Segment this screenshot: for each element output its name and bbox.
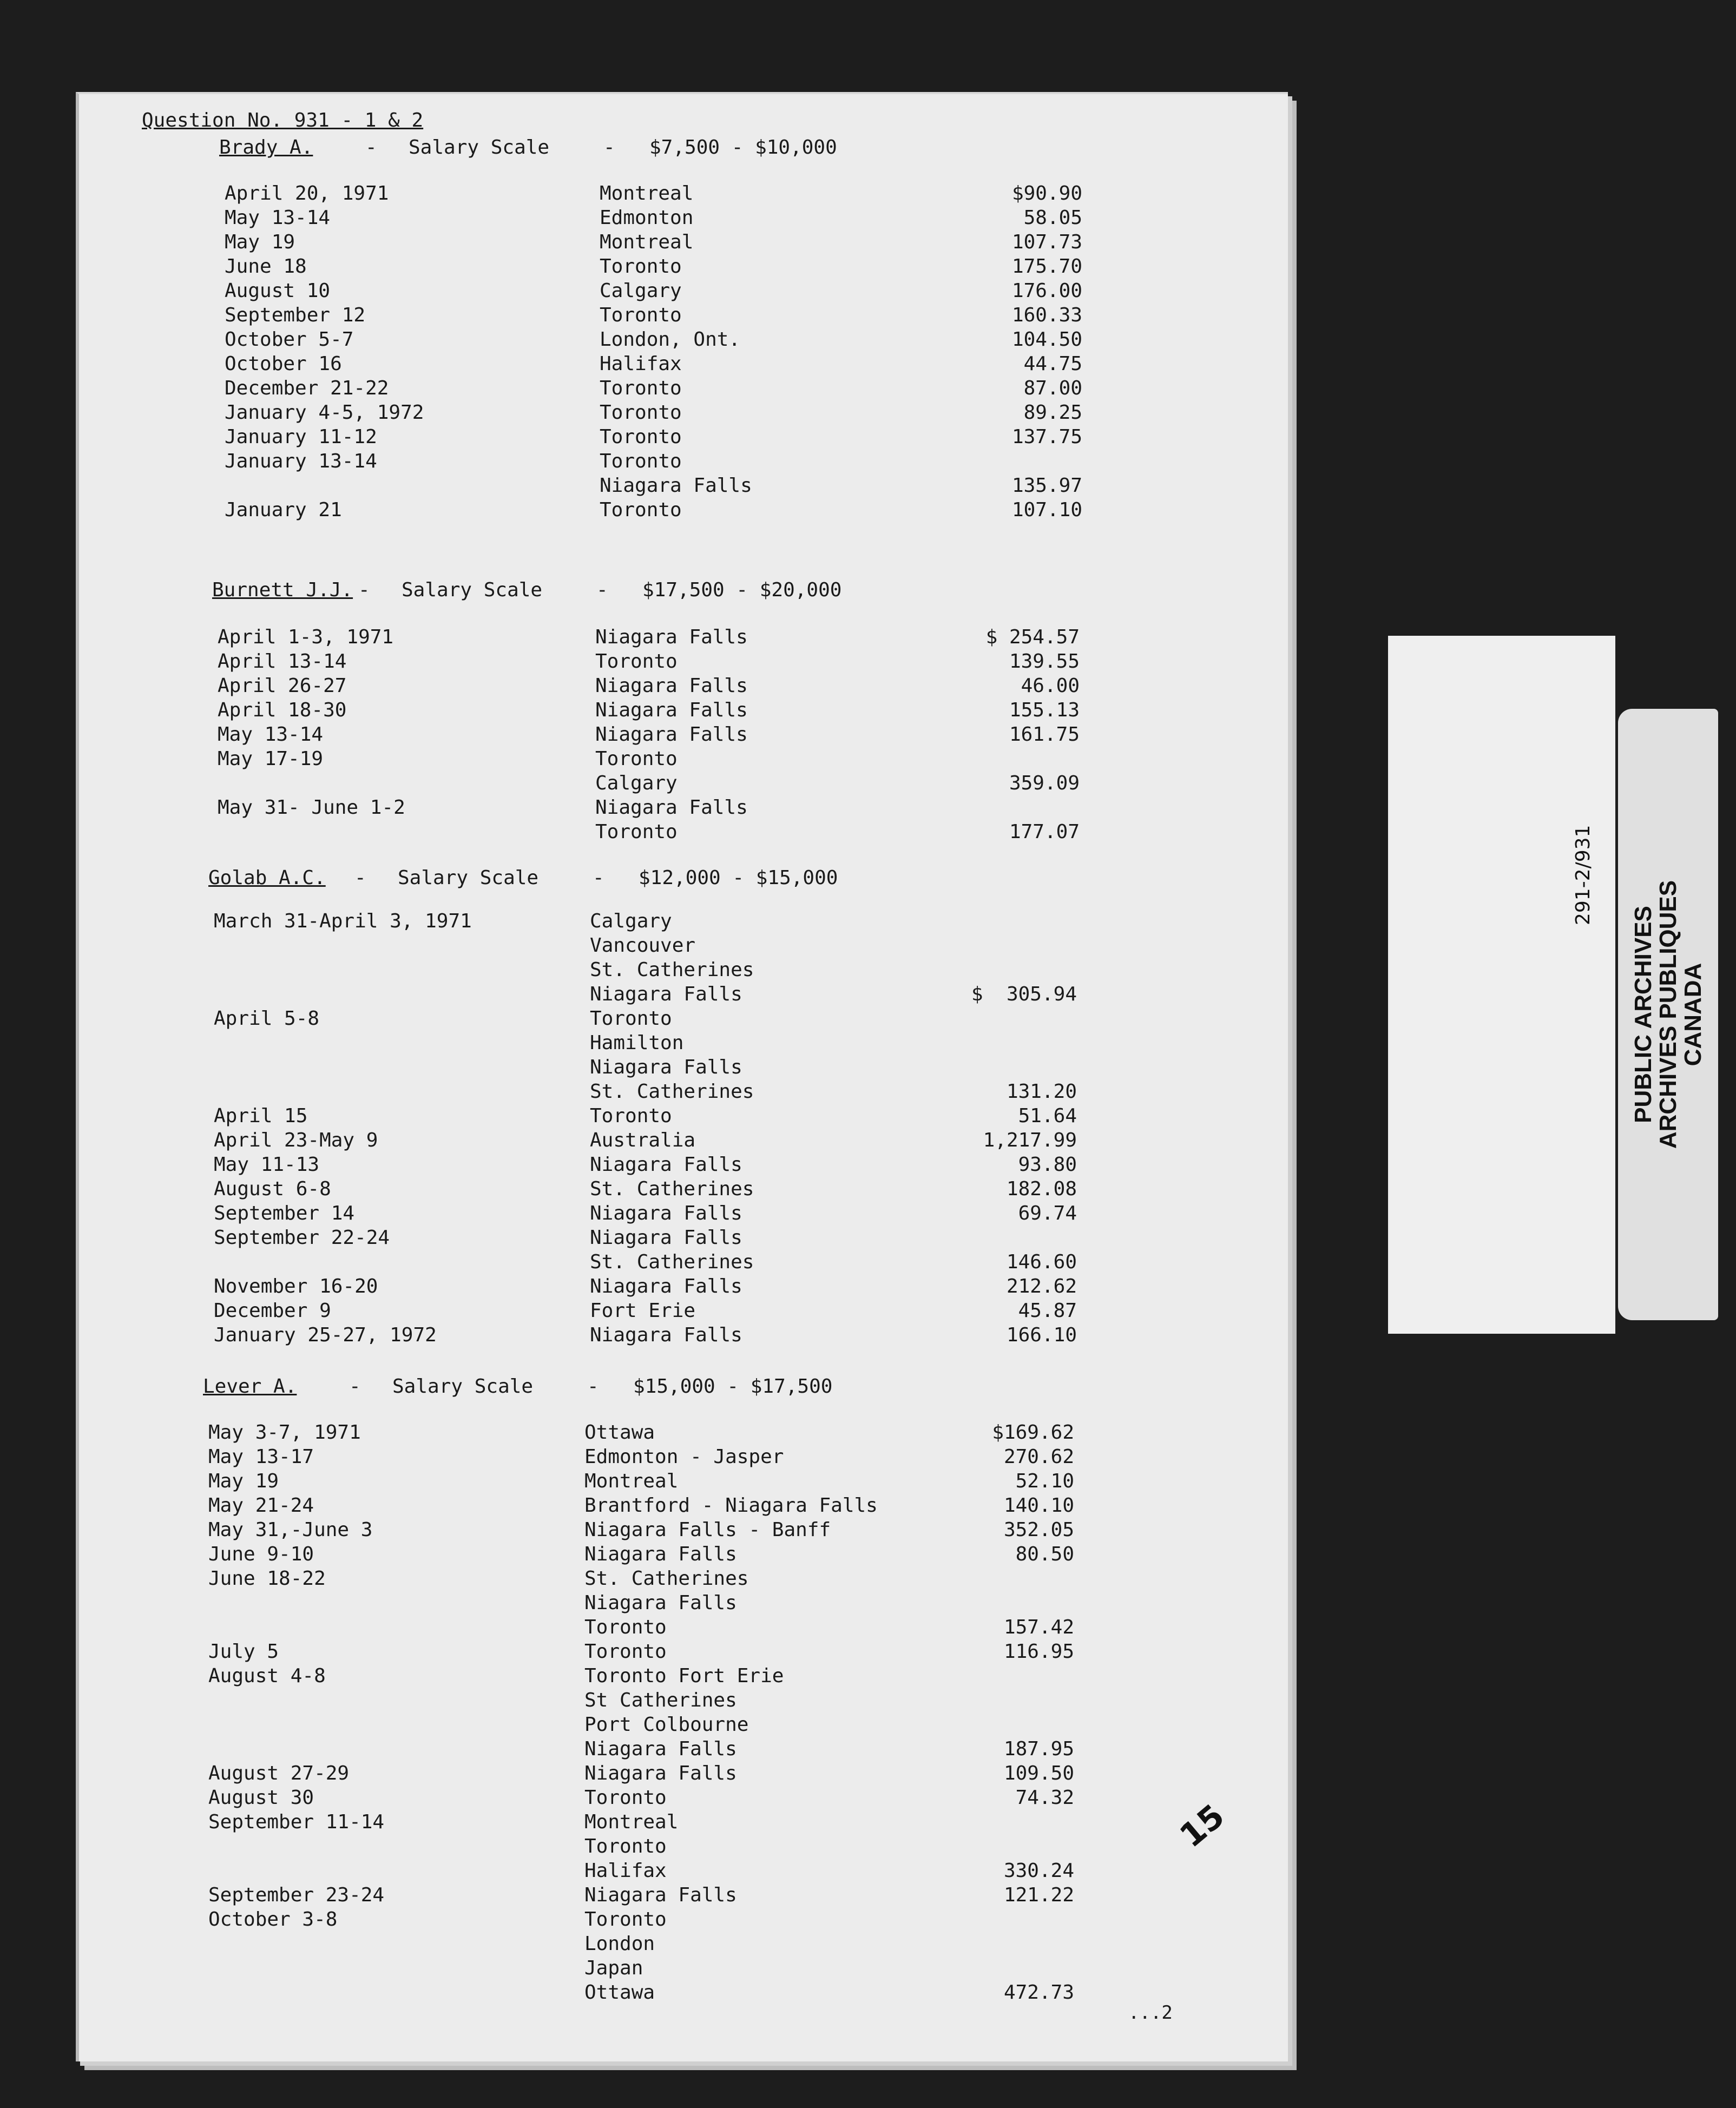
expense-row bbox=[76, 1445, 1288, 1469]
expense-row bbox=[76, 1712, 1288, 1737]
expense-row bbox=[76, 473, 1288, 498]
trip-destination: London bbox=[584, 1933, 655, 1955]
expense-row bbox=[76, 303, 1288, 327]
expense-row bbox=[76, 1201, 1288, 1226]
trip-date: December 21-22 bbox=[225, 377, 389, 399]
trip-destination: St. Catherines bbox=[590, 959, 754, 981]
trip-date: April 15 bbox=[214, 1105, 308, 1127]
continued-marker: ...2 bbox=[1128, 2002, 1173, 2024]
expense-row bbox=[76, 1469, 1288, 1493]
trip-date: May 13-14 bbox=[225, 207, 331, 229]
trip-amount: 93.80 bbox=[1018, 1154, 1077, 1176]
expense-row bbox=[76, 982, 1288, 1006]
salary-scale-label: Salary Scale bbox=[409, 136, 550, 159]
header-dash: - bbox=[587, 1375, 599, 1398]
expense-row bbox=[76, 1250, 1288, 1274]
trip-amount: 116.95 bbox=[1003, 1641, 1074, 1663]
trip-destination: Edmonton - Jasper bbox=[584, 1446, 784, 1468]
expense-row bbox=[76, 625, 1288, 649]
expense-row bbox=[76, 1639, 1288, 1664]
trip-date: September 22-24 bbox=[214, 1227, 390, 1249]
trip-destination: Niagara Falls bbox=[595, 675, 748, 697]
trip-date: May 31- June 1-2 bbox=[218, 796, 405, 819]
trip-destination: Niagara Falls bbox=[595, 699, 748, 721]
question-number: Question No. 931 - 1 & 2 bbox=[142, 109, 424, 131]
trip-amount: 45.87 bbox=[1018, 1300, 1077, 1322]
trip-amount: 330.24 bbox=[1003, 1860, 1074, 1882]
trip-amount: $90.90 bbox=[1011, 182, 1082, 205]
salary-scale-label: Salary Scale bbox=[398, 867, 539, 889]
trip-destination: Niagara Falls bbox=[595, 626, 748, 648]
expense-row bbox=[76, 1031, 1288, 1055]
archive-stamp bbox=[1618, 709, 1718, 1320]
trip-amount: 139.55 bbox=[1009, 650, 1080, 673]
expense-row bbox=[76, 1810, 1288, 1834]
trip-date: January 4-5, 1972 bbox=[225, 401, 424, 424]
header-dash: - bbox=[596, 579, 608, 601]
expense-row bbox=[76, 425, 1288, 449]
expense-row bbox=[76, 1859, 1288, 1883]
expense-row bbox=[76, 747, 1288, 771]
trip-amount: 80.50 bbox=[1015, 1543, 1074, 1565]
expense-row bbox=[76, 1518, 1288, 1542]
trip-date: January 25-27, 1972 bbox=[214, 1324, 437, 1346]
trip-destination: Niagara Falls bbox=[595, 796, 748, 819]
expense-row bbox=[76, 206, 1288, 230]
expense-row bbox=[76, 1883, 1288, 1907]
section-header bbox=[76, 578, 1288, 602]
trip-amount: 352.05 bbox=[1003, 1519, 1074, 1541]
trip-date: May 31,-June 3 bbox=[208, 1519, 373, 1541]
trip-destination: Calgary bbox=[595, 772, 678, 794]
expense-row bbox=[76, 1591, 1288, 1615]
section-header bbox=[76, 866, 1288, 890]
trip-amount: $ 254.57 bbox=[985, 626, 1080, 648]
employee-name: Golab A.C. bbox=[208, 867, 326, 889]
salary-range: $12,000 - $15,000 bbox=[639, 867, 838, 889]
expense-row bbox=[76, 674, 1288, 698]
trip-date: January 11-12 bbox=[225, 426, 377, 448]
trip-destination: Hamilton bbox=[590, 1032, 684, 1054]
trip-date: August 27-29 bbox=[208, 1762, 350, 1784]
expense-row bbox=[76, 795, 1288, 820]
trip-amount: 160.33 bbox=[1011, 304, 1082, 326]
expense-row bbox=[76, 352, 1288, 376]
trip-destination: Halifax bbox=[600, 353, 682, 375]
section-header bbox=[76, 135, 1288, 160]
expense-row bbox=[76, 820, 1288, 844]
expense-row bbox=[76, 279, 1288, 303]
trip-amount: 182.08 bbox=[1006, 1178, 1077, 1200]
trip-destination: Toronto bbox=[584, 1616, 667, 1638]
expense-row bbox=[76, 1615, 1288, 1639]
trip-destination: Toronto bbox=[600, 426, 682, 448]
expense-row bbox=[76, 376, 1288, 400]
trip-date: September 12 bbox=[225, 304, 366, 326]
trip-destination: Niagara Falls - Banff bbox=[584, 1519, 831, 1541]
trip-destination: Toronto bbox=[595, 650, 678, 673]
trip-amount: 74.32 bbox=[1015, 1787, 1074, 1809]
trip-amount: 46.00 bbox=[1021, 675, 1080, 697]
expense-row bbox=[76, 1274, 1288, 1299]
expense-row bbox=[76, 230, 1288, 254]
trip-amount: 109.50 bbox=[1003, 1762, 1074, 1784]
header-dash: - bbox=[603, 136, 615, 159]
trip-destination: St. Catherines bbox=[590, 1178, 754, 1200]
document-page bbox=[76, 92, 1288, 2061]
trip-destination: Toronto bbox=[595, 748, 678, 770]
trip-destination: Niagara Falls bbox=[595, 723, 748, 746]
expense-row bbox=[76, 1980, 1288, 2005]
trip-date: January 21 bbox=[225, 499, 342, 521]
trip-amount: 69.74 bbox=[1018, 1202, 1077, 1224]
trip-date: August 4-8 bbox=[208, 1665, 326, 1687]
trip-destination: Port Colbourne bbox=[584, 1714, 749, 1736]
trip-date: August 30 bbox=[208, 1787, 314, 1809]
trip-date: September 14 bbox=[214, 1202, 355, 1224]
expense-row bbox=[76, 1226, 1288, 1250]
archive-reference: 291-2/931 bbox=[1572, 825, 1594, 925]
trip-destination: Montreal bbox=[600, 182, 694, 205]
archive-label-card bbox=[1388, 636, 1615, 1334]
expense-row bbox=[76, 498, 1288, 522]
trip-amount: 107.73 bbox=[1011, 231, 1082, 253]
employee-name: Lever A. bbox=[203, 1375, 297, 1398]
trip-amount: 176.00 bbox=[1011, 280, 1082, 302]
expense-row bbox=[76, 1786, 1288, 1810]
trip-date: April 26-27 bbox=[218, 675, 347, 697]
trip-date: September 11-14 bbox=[208, 1811, 385, 1833]
trip-amount: 166.10 bbox=[1006, 1324, 1077, 1346]
expense-row bbox=[76, 1128, 1288, 1152]
trip-date: May 21-24 bbox=[208, 1494, 314, 1517]
salary-range: $15,000 - $17,500 bbox=[633, 1375, 833, 1398]
expense-row bbox=[76, 1737, 1288, 1761]
trip-date: May 19 bbox=[208, 1470, 279, 1492]
header-dash: - bbox=[349, 1375, 361, 1398]
trip-destination: Toronto bbox=[600, 255, 682, 278]
salary-range: $7,500 - $10,000 bbox=[649, 136, 837, 159]
trip-amount: 472.73 bbox=[1003, 1981, 1074, 2004]
trip-destination: Niagara Falls bbox=[590, 983, 742, 1005]
section-header bbox=[76, 1374, 1288, 1399]
header-dash: - bbox=[358, 579, 370, 601]
trip-date: December 9 bbox=[214, 1300, 331, 1322]
expense-row bbox=[76, 1177, 1288, 1201]
trip-amount: $ 305.94 bbox=[971, 983, 1077, 1005]
trip-destination: Toronto Fort Erie bbox=[584, 1665, 784, 1687]
expense-row bbox=[76, 400, 1288, 425]
expense-row bbox=[76, 254, 1288, 279]
trip-amount: 58.05 bbox=[1023, 207, 1082, 229]
expense-row bbox=[76, 1761, 1288, 1786]
trip-date: September 23-24 bbox=[208, 1884, 385, 1906]
trip-amount: 135.97 bbox=[1011, 475, 1082, 497]
trip-amount: 44.75 bbox=[1023, 353, 1082, 375]
trip-destination: Niagara Falls bbox=[584, 1884, 737, 1906]
expense-row bbox=[76, 698, 1288, 722]
trip-destination: Toronto bbox=[600, 377, 682, 399]
expense-row bbox=[76, 1834, 1288, 1859]
trip-date: August 6-8 bbox=[214, 1178, 331, 1200]
trip-destination: Toronto bbox=[584, 1641, 667, 1663]
trip-date: May 17-19 bbox=[218, 748, 324, 770]
trip-destination: Montreal bbox=[584, 1470, 679, 1492]
trip-amount: 121.22 bbox=[1003, 1884, 1074, 1906]
trip-destination: Fort Erie bbox=[590, 1300, 696, 1322]
expense-row bbox=[76, 1420, 1288, 1445]
trip-destination: Niagara Falls bbox=[590, 1275, 742, 1297]
trip-destination: St Catherines bbox=[584, 1689, 737, 1711]
employee-name: Brady A. bbox=[219, 136, 313, 159]
trip-date: July 5 bbox=[208, 1641, 279, 1663]
header-dash: - bbox=[593, 867, 604, 889]
trip-destination: Toronto bbox=[600, 499, 682, 521]
expense-row bbox=[76, 327, 1288, 352]
trip-destination: Niagara Falls bbox=[590, 1056, 742, 1078]
trip-destination: Brantford - Niagara Falls bbox=[584, 1494, 878, 1517]
trip-destination: Niagara Falls bbox=[600, 475, 752, 497]
trip-date: August 10 bbox=[225, 280, 331, 302]
expense-row bbox=[76, 1006, 1288, 1031]
expense-row bbox=[76, 1932, 1288, 1956]
expense-row bbox=[76, 1079, 1288, 1104]
trip-date: May 13-17 bbox=[208, 1446, 314, 1468]
trip-destination: Toronto bbox=[584, 1908, 667, 1931]
trip-destination: Niagara Falls bbox=[584, 1592, 737, 1614]
page-marker: 15 bbox=[1173, 1797, 1232, 1855]
trip-destination: Toronto bbox=[600, 401, 682, 424]
trip-destination: Toronto bbox=[600, 450, 682, 472]
expense-row bbox=[76, 1566, 1288, 1591]
trip-date: April 18-30 bbox=[218, 699, 347, 721]
trip-date: April 23-May 9 bbox=[214, 1129, 378, 1151]
expense-row bbox=[76, 958, 1288, 982]
trip-amount: 146.60 bbox=[1006, 1251, 1077, 1273]
trip-amount: 89.25 bbox=[1023, 401, 1082, 424]
trip-destination: Australia bbox=[590, 1129, 696, 1151]
trip-destination: Niagara Falls bbox=[584, 1738, 737, 1760]
expense-row bbox=[76, 449, 1288, 473]
salary-scale-label: Salary Scale bbox=[392, 1375, 534, 1398]
trip-amount: 187.95 bbox=[1003, 1738, 1074, 1760]
trip-amount: 52.10 bbox=[1015, 1470, 1074, 1492]
trip-date: October 5-7 bbox=[225, 328, 354, 351]
trip-amount: 51.64 bbox=[1018, 1105, 1077, 1127]
trip-amount: 177.07 bbox=[1009, 821, 1080, 843]
trip-date: May 13-14 bbox=[218, 723, 324, 746]
expense-row bbox=[76, 1055, 1288, 1079]
trip-destination: St. Catherines bbox=[590, 1081, 754, 1103]
trip-amount: 175.70 bbox=[1011, 255, 1082, 278]
trip-destination: Niagara Falls bbox=[590, 1202, 742, 1224]
trip-destination: Niagara Falls bbox=[590, 1227, 742, 1249]
expense-row bbox=[76, 1664, 1288, 1688]
trip-amount: 1,217.99 bbox=[983, 1129, 1077, 1151]
trip-date: April 1-3, 1971 bbox=[218, 626, 394, 648]
expense-row bbox=[76, 1493, 1288, 1518]
trip-destination: Niagara Falls bbox=[590, 1324, 742, 1346]
trip-destination: St. Catherines bbox=[590, 1251, 754, 1273]
expense-row bbox=[76, 1688, 1288, 1712]
archive-stamp-line2: ARCHIVES PUBLIQUES bbox=[1654, 880, 1681, 1149]
trip-date: March 31-April 3, 1971 bbox=[214, 910, 472, 932]
trip-destination: Toronto bbox=[584, 1787, 667, 1809]
expense-row bbox=[76, 1323, 1288, 1347]
trip-destination: Ottawa bbox=[584, 1981, 655, 2004]
trip-date: October 3-8 bbox=[208, 1908, 338, 1931]
archive-stamp-line3: CANADA bbox=[1679, 963, 1706, 1066]
trip-date: May 11-13 bbox=[214, 1154, 320, 1176]
expense-row bbox=[76, 1299, 1288, 1323]
trip-date: April 5-8 bbox=[214, 1007, 320, 1030]
trip-date: October 16 bbox=[225, 353, 342, 375]
trip-amount: 107.10 bbox=[1011, 499, 1082, 521]
trip-amount: 104.50 bbox=[1011, 328, 1082, 351]
expense-row bbox=[76, 1104, 1288, 1128]
trip-destination: Niagara Falls bbox=[584, 1543, 737, 1565]
trip-amount: 137.75 bbox=[1011, 426, 1082, 448]
trip-date: April 20, 1971 bbox=[225, 182, 389, 205]
trip-destination: Japan bbox=[584, 1957, 643, 1979]
expense-row bbox=[76, 1542, 1288, 1566]
trip-destination: Ottawa bbox=[584, 1421, 655, 1444]
trip-amount: 131.20 bbox=[1006, 1081, 1077, 1103]
trip-destination: Toronto bbox=[590, 1007, 672, 1030]
trip-destination: Niagara Falls bbox=[584, 1762, 737, 1784]
trip-date: June 18-22 bbox=[208, 1567, 326, 1590]
trip-amount: 157.42 bbox=[1003, 1616, 1074, 1638]
expense-row bbox=[76, 1956, 1288, 1980]
trip-destination: Toronto bbox=[595, 821, 678, 843]
trip-date: April 13-14 bbox=[218, 650, 347, 673]
trip-date: June 18 bbox=[225, 255, 307, 278]
trip-destination: Toronto bbox=[590, 1105, 672, 1127]
expense-row bbox=[76, 181, 1288, 206]
trip-date: January 13-14 bbox=[225, 450, 377, 472]
expense-row bbox=[76, 771, 1288, 795]
trip-amount: 270.62 bbox=[1003, 1446, 1074, 1468]
header-dash: - bbox=[354, 867, 366, 889]
trip-destination: St. Catherines bbox=[584, 1567, 749, 1590]
archive-stamp-line1: PUBLIC ARCHIVES bbox=[1629, 906, 1656, 1123]
trip-destination: Edmonton bbox=[600, 207, 694, 229]
trip-amount: 212.62 bbox=[1006, 1275, 1077, 1297]
trip-destination: Calgary bbox=[600, 280, 682, 302]
trip-date: November 16-20 bbox=[214, 1275, 378, 1297]
salary-scale-label: Salary Scale bbox=[402, 579, 543, 601]
trip-amount: 155.13 bbox=[1009, 699, 1080, 721]
trip-amount: 140.10 bbox=[1003, 1494, 1074, 1517]
trip-destination: Montreal bbox=[600, 231, 694, 253]
trip-destination: Calgary bbox=[590, 910, 672, 932]
header-dash: - bbox=[365, 136, 377, 159]
trip-amount: 87.00 bbox=[1023, 377, 1082, 399]
trip-destination: London, Ont. bbox=[600, 328, 741, 351]
expense-row bbox=[76, 649, 1288, 674]
trip-date: June 9-10 bbox=[208, 1543, 314, 1565]
trip-destination: Toronto bbox=[584, 1835, 667, 1857]
trip-amount: 359.09 bbox=[1009, 772, 1080, 794]
trip-destination: Montreal bbox=[584, 1811, 679, 1833]
trip-date: May 19 bbox=[225, 231, 295, 253]
trip-destination: Vancouver bbox=[590, 934, 696, 957]
trip-destination: Halifax bbox=[584, 1860, 667, 1882]
employee-name: Burnett J.J. bbox=[212, 579, 353, 601]
expense-row bbox=[76, 722, 1288, 747]
trip-date: May 3-7, 1971 bbox=[208, 1421, 361, 1444]
trip-destination: Niagara Falls bbox=[590, 1154, 742, 1176]
expense-row bbox=[76, 933, 1288, 958]
expense-row bbox=[76, 1907, 1288, 1932]
trip-destination: Toronto bbox=[600, 304, 682, 326]
expense-row bbox=[76, 1152, 1288, 1177]
trip-amount: $169.62 bbox=[992, 1421, 1074, 1444]
salary-range: $17,500 - $20,000 bbox=[642, 579, 842, 601]
trip-amount: 161.75 bbox=[1009, 723, 1080, 746]
expense-row bbox=[76, 909, 1288, 933]
